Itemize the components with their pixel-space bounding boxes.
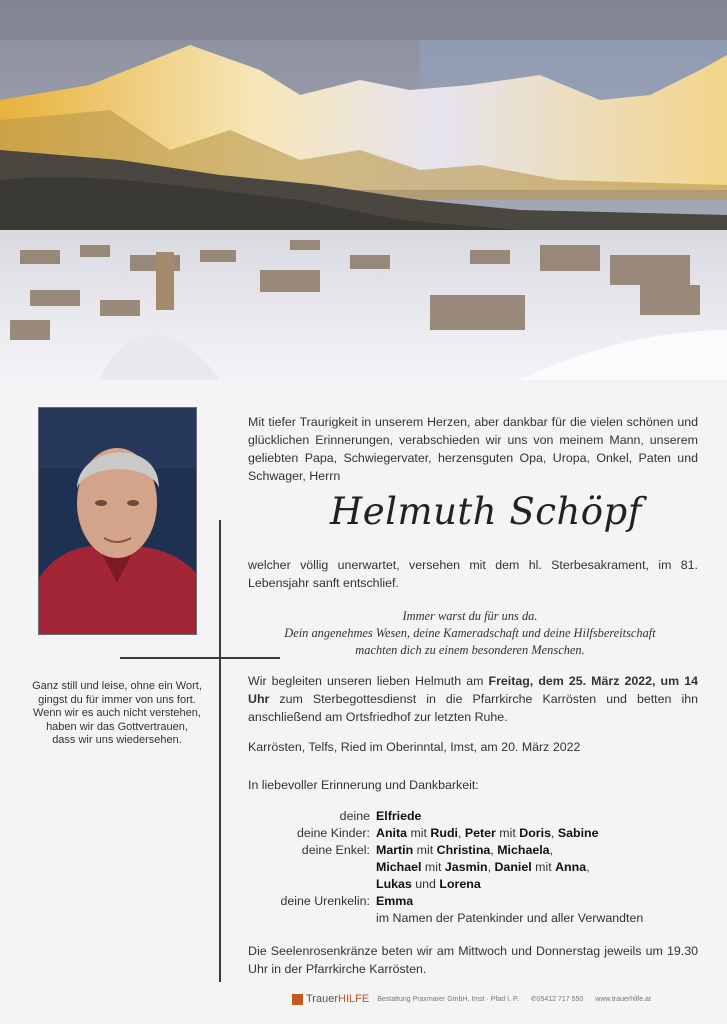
family-row-greatgrandchild <box>248 893 708 910</box>
family-row-children: deine Kinder: Anita mit Rudi, Peter mit Doris, Sabine <box>248 825 708 842</box>
partner-name: Christina <box>436 843 491 857</box>
memory-line: In liebevoller Erinnerung und Dankbarkeit: <box>248 778 479 792</box>
footer <box>292 993 651 1005</box>
family-list <box>248 808 708 927</box>
portrait-photo <box>38 407 197 635</box>
poem <box>22 680 212 748</box>
family-label: deine <box>339 809 370 823</box>
poem-line: Ganz still und leise, ohne ein Wort, <box>32 680 202 692</box>
rosary-notice: Die Seelenrosenkränze beten wir am Mittwoch und Donnerstag jeweils um 19.30 Uhr in der Pfarrkirche Karrösten. <box>248 944 698 976</box>
funeral-text-pre: Wir begleiten unseren lieben Helmuth am <box>248 674 489 688</box>
poem-line: dass wir uns wiedersehen. <box>52 734 182 746</box>
grandchild-name: Martin <box>376 843 414 857</box>
funeral-date: Freitag, dem 25. März 2022, um 14 Uhr <box>248 674 698 706</box>
cross-vertical-bar <box>219 520 221 982</box>
partner-name: Rudi <box>430 826 458 840</box>
funeral-text-post: zum Sterbegottesdienst in die Pfarrkirche Karrösten und betten ihn anschließend am Ortsfriedhof zur letzten Ruhe. <box>248 692 698 724</box>
poem-line: gingst du für immer von uns fort. <box>38 693 196 706</box>
poem-line: haben wir das Gottvertrauen, <box>46 720 188 733</box>
partner-name: Jasmin <box>444 860 488 874</box>
connector: mit <box>410 826 427 840</box>
family-row-wife <box>248 808 708 825</box>
great-grandchild-name: Emma <box>376 894 414 908</box>
passing-sentence: welcher völlig unerwartet, versehen mit dem hl. Sterbesakrament, im 81. Lebensjahr sanft entschlief. <box>248 558 698 590</box>
motto-line: machten dich zu einem besonderen Menschen. <box>355 643 585 657</box>
family-closing: im Namen der Patenkinder und aller Verwandten <box>376 911 644 925</box>
connector: und <box>415 877 436 891</box>
motto-line: Dein angenehmes Wesen, deine Kameradschaft und deine Hilfsbereitschaft <box>284 626 656 640</box>
brand-part-a: Trauer <box>306 993 338 1005</box>
cross-horizontal-bar <box>120 657 280 659</box>
motto-line: Immer warst du für uns da. <box>402 609 538 623</box>
child-name: Sabine <box>557 826 599 840</box>
child-name: Anita <box>376 826 407 840</box>
family-row-grandchildren: deine Enkel: Martin mit Christina, Michaela, <box>248 842 708 859</box>
connector: mit <box>535 860 552 874</box>
grandchild-name: Lorena <box>439 877 481 891</box>
partner-name: Doris <box>519 826 551 840</box>
deceased-name: Helmuth Schöpf <box>330 490 642 533</box>
place-and-date: Karrösten, Telfs, Ried im Oberinntal, Imst, am 20. März 2022 <box>248 740 581 754</box>
family-row-grandchildren-2: Michael mit Jasmin, Daniel mit Anna, <box>376 860 590 874</box>
child-name: Peter <box>464 826 496 840</box>
family-label: deine Kinder: <box>296 826 370 840</box>
funeral-announcement <box>248 672 698 726</box>
website-link[interactable]: www.trauerhilfe.at <box>595 995 651 1003</box>
family-label: deine Urenkelin: <box>280 894 370 908</box>
connector: mit <box>416 843 434 857</box>
phone-icon: ✆ <box>530 996 537 1003</box>
brand-part-b: HILFE <box>338 993 370 1005</box>
grandchild-name: Michaela <box>497 843 550 857</box>
grandchild-name: Daniel <box>494 860 532 874</box>
grandchild-name: Lukas <box>376 877 412 891</box>
family-label: deine Enkel: <box>301 843 370 857</box>
family-row-closing <box>248 910 708 927</box>
brand-name <box>306 993 369 1005</box>
wife-name: Elfriede <box>376 809 422 823</box>
winter-village-photo <box>0 0 727 380</box>
motto <box>260 608 680 659</box>
grandchild-name: Michael <box>376 860 422 874</box>
phone-number: 05412 717 550 <box>536 995 584 1003</box>
partner-name: Anna <box>555 860 587 874</box>
connector: mit <box>499 826 516 840</box>
poem-line: Wenn wir es auch nicht verstehen, <box>33 707 201 719</box>
company-info: Bestattung Praxmarer GmbH, Imst · Pfad I. P. <box>377 995 519 1003</box>
trauerhilfe-logo-icon <box>292 994 303 1005</box>
connector: mit <box>424 860 442 874</box>
family-row-grandchildren-3 <box>248 876 708 893</box>
intro-text: Mit tiefer Traurigkeit in unserem Herzen, aber dankbar für die vielen schönen und glücklichen Erinnerungen, verabschieden wir uns von meinem Mann, unserem geliebten Papa, Schwiegervater, herzensguten Opa, Uropa, Onkel, Paten und Schwager, Herrn <box>248 415 698 483</box>
